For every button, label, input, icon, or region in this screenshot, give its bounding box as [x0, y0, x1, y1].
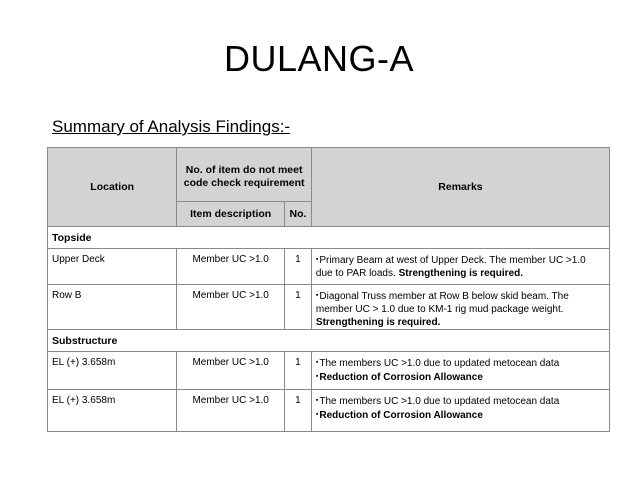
remark-emphasis: Strengthening is required. — [315, 317, 441, 328]
remark-item — [316, 253, 605, 280]
description-cell: Member UC >1.0 — [177, 285, 285, 330]
table-row — [48, 352, 610, 390]
header-no: No. — [284, 202, 311, 227]
section-label: Substructure — [48, 330, 610, 352]
remarks-cell — [311, 285, 609, 330]
remarks-cell — [311, 352, 609, 390]
table-row — [48, 249, 610, 285]
bullet-icon: ▪ — [315, 292, 319, 299]
count-cell: 1 — [284, 352, 311, 390]
description-cell: Member UC >1.0 — [177, 390, 285, 432]
remark-text: Primary Beam at west of Upper Deck. The member UC >1.0 due to PAR loads. — [315, 255, 586, 279]
remark-emphasis: Strengthening is required. — [398, 268, 524, 279]
bullet-icon: ▪ — [315, 359, 319, 366]
section-label: Topside — [48, 227, 610, 249]
remarks-cell — [311, 249, 609, 285]
remark-item — [316, 408, 605, 422]
page-title: DULANG-A — [223, 38, 415, 79]
remark-text: Diagonal Truss member at Row B below skid beam. The member UC > 1.0 due to KM-1 rig mud package weight. — [315, 291, 569, 315]
count-cell: 1 — [284, 285, 311, 330]
remark-emphasis: Reduction of Corrosion Allowance — [319, 410, 483, 421]
section-row — [48, 227, 610, 249]
description-cell: Member UC >1.0 — [177, 249, 285, 285]
remarks-cell — [311, 390, 609, 432]
count-cell: 1 — [284, 249, 311, 285]
remark-item — [316, 394, 605, 408]
remark-text: The members UC >1.0 due to updated metocean data — [319, 396, 560, 407]
table-row — [48, 390, 610, 432]
bullet-icon: ▪ — [315, 397, 319, 404]
header-item-description: Item description — [177, 202, 285, 227]
findings-table — [47, 147, 610, 432]
remark-text: The members UC >1.0 due to updated metocean data — [319, 358, 560, 369]
header-location: Location — [48, 148, 177, 227]
location-cell: EL (+) 3.658m — [48, 352, 177, 390]
bullet-icon: ▪ — [315, 411, 319, 418]
section-row — [48, 330, 610, 352]
summary-heading: Summary of Analysis Findings:- — [52, 117, 291, 136]
remark-item — [316, 370, 605, 384]
description-cell: Member UC >1.0 — [177, 352, 285, 390]
count-cell: 1 — [284, 390, 311, 432]
bullet-icon: ▪ — [315, 256, 319, 263]
remark-item — [316, 289, 605, 329]
location-cell: Row B — [48, 285, 177, 330]
remark-item — [316, 356, 605, 370]
table-row — [48, 285, 610, 330]
location-cell: EL (+) 3.658m — [48, 390, 177, 432]
header-remarks: Remarks — [311, 148, 609, 227]
bullet-icon: ▪ — [315, 373, 319, 380]
location-cell: Upper Deck — [48, 249, 177, 285]
header-nonconforming-items: No. of item do not meet code check requirement — [177, 148, 312, 202]
remark-emphasis: Reduction of Corrosion Allowance — [319, 372, 483, 383]
